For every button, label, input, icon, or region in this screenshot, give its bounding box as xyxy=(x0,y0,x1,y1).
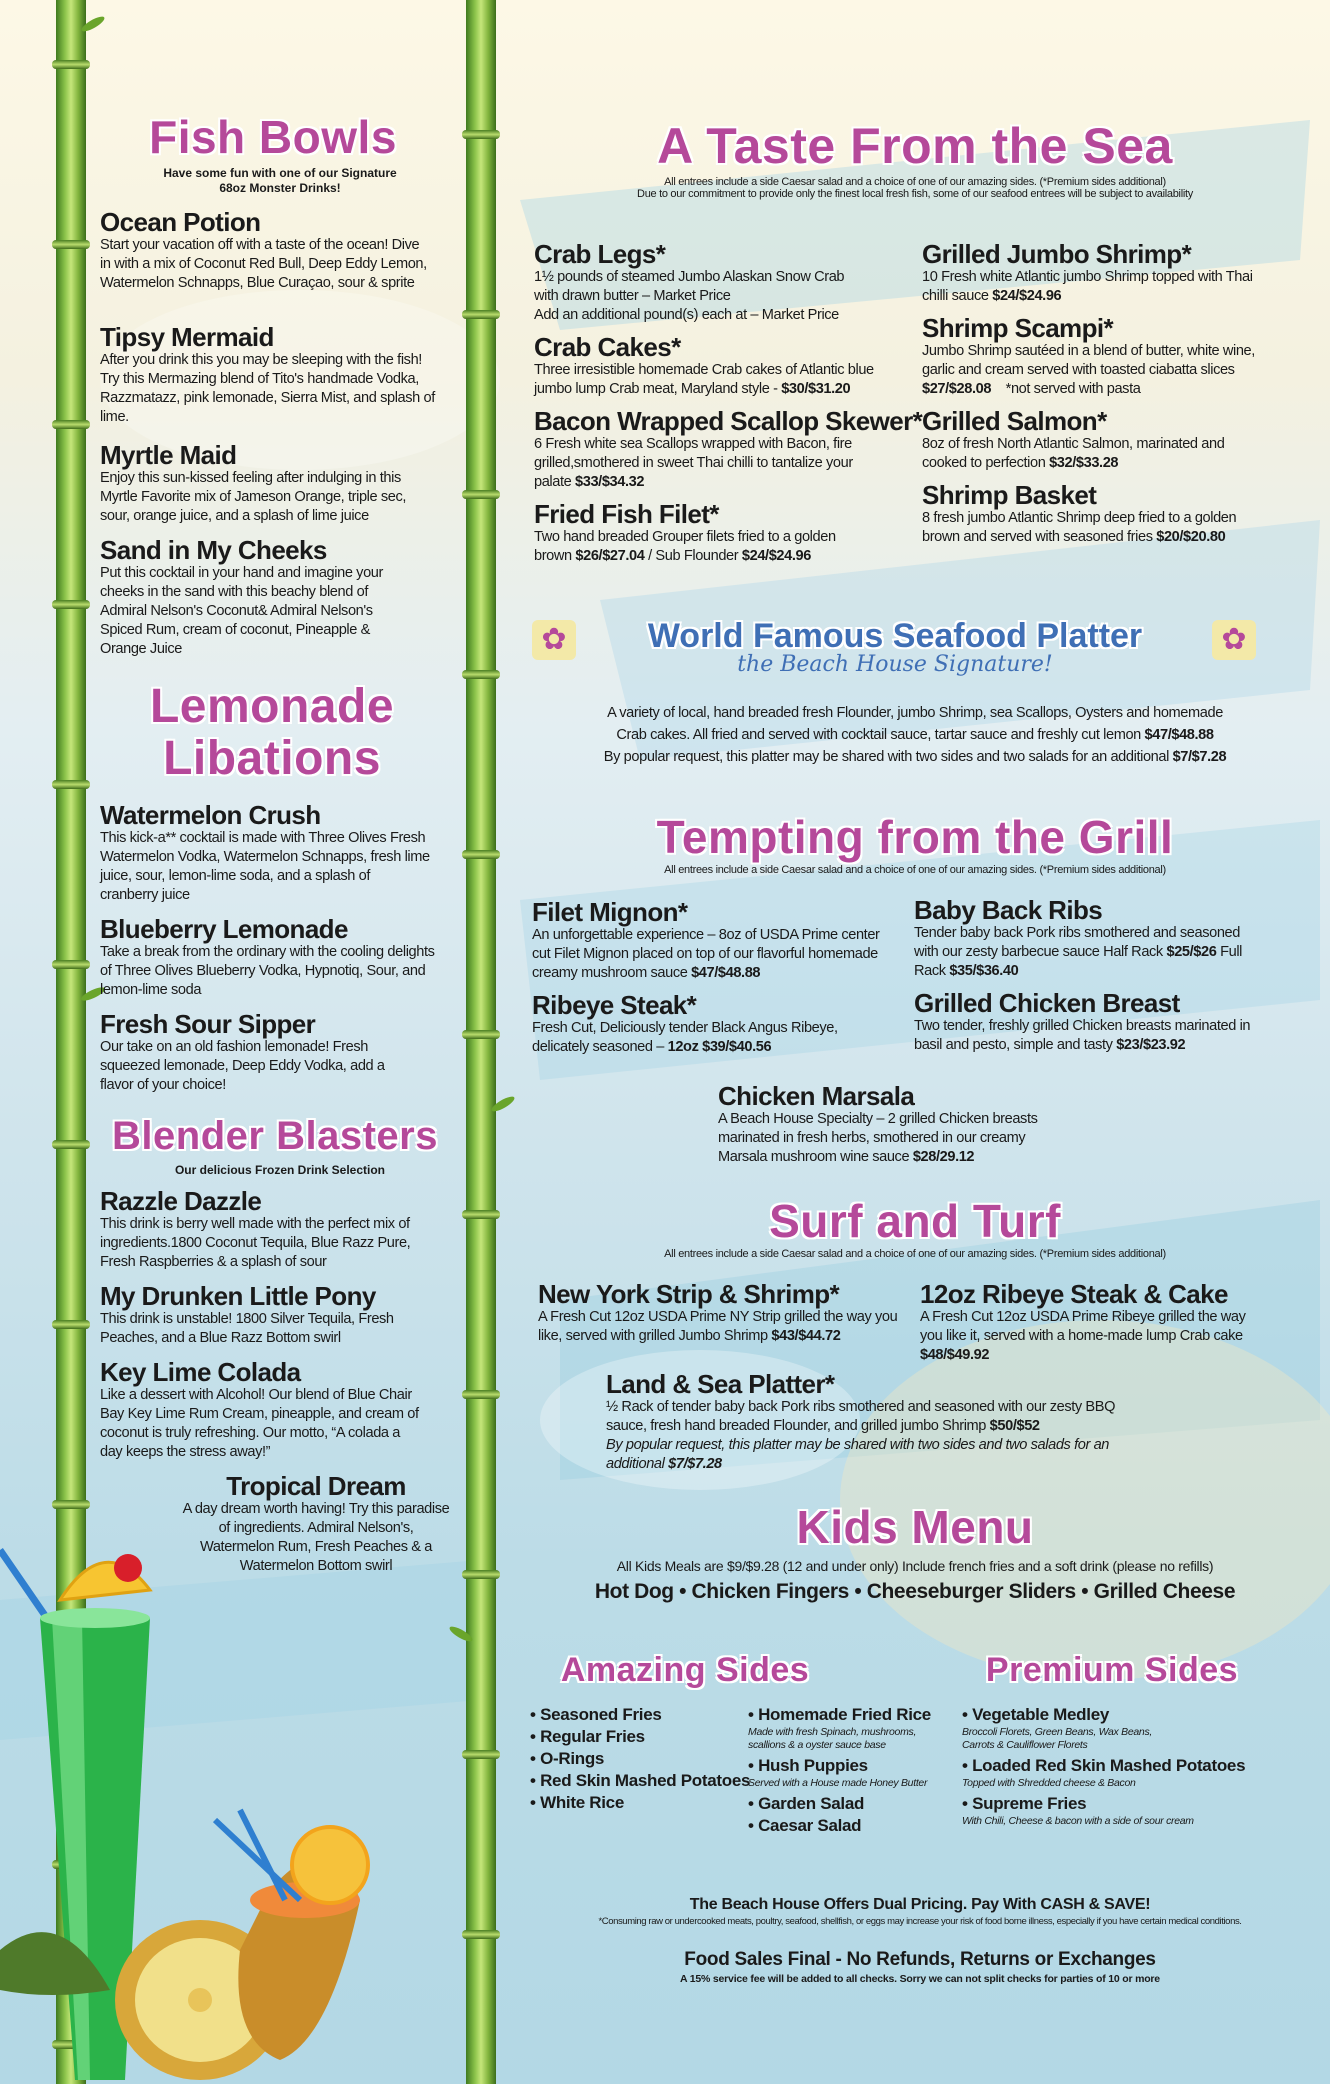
side-item: • Seasoned Fries xyxy=(530,1705,662,1724)
item-price: $33/$34.32 xyxy=(575,474,645,490)
blender-blasters-subtitle: Our delicious Frozen Drink Selection xyxy=(174,1163,386,1177)
item-desc xyxy=(922,435,1262,473)
item-desc: Our take on an old fashion lemonade! Fresh squeezed lemonade, Deep Eddy Vodka, add a flavor of your choice! xyxy=(100,1039,385,1093)
sea-heading: A Taste From the Sea xyxy=(657,118,1173,174)
item-desc-text: Two hand breaded Grouper filets fried to a golden brown xyxy=(534,529,836,564)
menu-item xyxy=(534,406,923,492)
side-item-name: • Vegetable Medley xyxy=(962,1705,1110,1724)
item-name: Myrtle Maid xyxy=(100,440,237,470)
item-name: Baby Back Ribs xyxy=(914,895,1103,925)
item-desc-text: 8 fresh jumbo Atlantic Shrimp deep fried to a golden brown and served with seasoned fries xyxy=(922,510,1237,545)
grill-heading: Tempting from the Grill xyxy=(656,811,1174,863)
grill-center-item xyxy=(718,1082,1058,1167)
side-item-name: • Supreme Fries xyxy=(962,1794,1087,1813)
side-item-name: • Loaded Red Skin Mashed Potatoes xyxy=(962,1756,1246,1775)
menu-item xyxy=(534,240,904,325)
menu-item xyxy=(914,989,1274,1055)
menu-item xyxy=(100,323,460,427)
menu-item xyxy=(100,1358,460,1462)
item-price: $25/$26 xyxy=(1166,944,1217,960)
surf-left-item xyxy=(538,1280,908,1346)
menu-item xyxy=(100,1282,460,1348)
premium-sides-heading: Premium Sides xyxy=(985,1651,1239,1689)
sales-final-note: Food Sales Final - No Refunds, Returns or Exchanges xyxy=(684,1949,1156,1970)
item-desc xyxy=(922,342,1262,399)
menu-item xyxy=(100,801,460,905)
item-desc-alt: Full Rack xyxy=(914,944,1243,979)
item-desc-text: Two tender, freshly grilled Chicken breasts marinated in basil and pesto, simple and tasty xyxy=(914,1018,1251,1053)
item-desc-text: A Fresh Cut 12oz USDA Prime Ribeye grilled the way you like it, served with a home-made lump Crab cake xyxy=(920,1309,1246,1344)
menu-item xyxy=(534,333,904,399)
item-price: $28/29.12 xyxy=(912,1149,975,1165)
side-item: • Caesar Salad xyxy=(748,1816,862,1835)
bamboo-stalk-right xyxy=(466,0,496,2084)
item-price-alt: $35/$36.40 xyxy=(949,963,1019,979)
side-item xyxy=(962,1755,1282,1790)
kids-items: Hot Dog • Chicken Fingers • Cheeseburger Sliders • Grilled Cheese xyxy=(594,1580,1236,1603)
menu-item xyxy=(532,898,892,983)
fish-bowls-subtitle: Have some fun with one of our Signature 68oz Monster Drinks! xyxy=(163,166,397,195)
item-name: Key Lime Colada xyxy=(100,1357,301,1387)
item-desc: Put this cocktail in your hand and imagine your cheeks in the sand with this beachy blend of Admiral Nelson's Coconut& Admiral Nelson's Spiced Rum, cream of coconut, Pineapple & Orange Juice xyxy=(100,565,383,657)
platter-line-2 xyxy=(530,724,1300,746)
amazing-sides-list-1 xyxy=(530,1704,751,1837)
menu-item xyxy=(100,1010,460,1095)
fish-bowls-heading: Fish Bowls xyxy=(149,111,397,163)
item-desc: Take a break from the ordinary with the cooling delights of Three Olives Blueberry Vodka, Hypnotiq, Sour, and lemon-lime soda xyxy=(100,944,435,998)
item-desc xyxy=(534,528,864,566)
item-name: Grilled Jumbo Shrimp* xyxy=(922,239,1192,269)
menu-item xyxy=(922,481,1262,547)
side-item xyxy=(962,1704,1282,1752)
item-name: Razzle Dazzle xyxy=(100,1186,262,1216)
item-desc xyxy=(922,509,1267,547)
item-price: $32/$33.28 xyxy=(1049,455,1119,471)
grill-note: All entrees include a side Caesar salad and a choice of one of our amazing sides. (*Premium sides additional) xyxy=(664,864,1166,876)
item-name: 12oz Ribeye Steak & Cake xyxy=(920,1279,1228,1309)
item-name: Ribeye Steak* xyxy=(532,990,697,1020)
side-item-note: Broccoli Florets, Green Beans, Wax Beans, Carrots & Cauliflower Florets xyxy=(962,1726,1153,1751)
item-desc-text: 10 Fresh white Atlantic jumbo Shrimp topped with Thai chilli sauce xyxy=(922,269,1253,304)
premium-sides xyxy=(962,1650,1282,1831)
item-price: $23/$23.92 xyxy=(1116,1037,1186,1053)
item-price: $47/$48.88 xyxy=(691,965,761,981)
side-item: • Garden Salad xyxy=(748,1794,865,1813)
item-share-note xyxy=(606,1436,1116,1474)
item-desc xyxy=(922,268,1262,306)
menu-item xyxy=(534,500,904,566)
menu-item xyxy=(914,896,1274,981)
menu-item xyxy=(532,991,892,1057)
item-desc-text: 6 Fresh white sea Scallops wrapped with Bacon, fire grilled,smothered in sweet Thai chilli to tantalize your palate xyxy=(534,436,853,490)
item-desc xyxy=(718,1110,1048,1167)
side-item-name: • Homemade Fried Rice xyxy=(748,1705,931,1724)
hibiscus-icon: ✿ xyxy=(1212,620,1256,660)
item-desc: Like a dessert with Alcohol! Our blend of Blue Chair Bay Key Lime Rum Cream, pineapple, and cream of coconut is truly refreshing. Our motto, “A colada a day keeps the stress away!” xyxy=(100,1387,419,1460)
item-desc-text: Three irresistible homemade Crab cakes of Atlantic blue jumbo lump Crab meat, Maryland style - xyxy=(534,362,874,397)
item-price: 12oz $39/$40.56 xyxy=(667,1039,772,1055)
surf-right-item xyxy=(920,1280,1260,1365)
item-desc xyxy=(538,1308,908,1346)
item-desc-alt: *not served with pasta xyxy=(991,381,1141,397)
item-name: Filet Mignon* xyxy=(532,897,688,927)
item-desc xyxy=(532,1019,862,1057)
item-desc xyxy=(920,1308,1250,1365)
item-desc-text: Tender baby back Pork ribs smothered and seasoned with our zesty barbecue sauce Half Rack xyxy=(914,925,1240,960)
menu-item xyxy=(100,536,460,659)
service-fee-note: A 15% service fee will be added to all checks. Sorry we can not split checks for parties of 10 or more xyxy=(680,1973,1160,1985)
seafood-platter-heading: World Famous Seafood Platter xyxy=(647,617,1143,655)
menu-item xyxy=(100,208,460,293)
sea-section xyxy=(530,118,1300,200)
sea-note-2: Due to our commitment to provide only the finest local fresh fish, some of our seafood entrees will be subject to availability xyxy=(637,188,1193,200)
item-desc-alt: / Sub Flounder xyxy=(644,548,742,564)
item-price: $48/$49.92 xyxy=(920,1347,990,1363)
item-name: Sand in My Cheeks xyxy=(100,535,327,565)
item-desc xyxy=(914,1017,1259,1055)
footer xyxy=(520,1896,1320,1985)
item-name: Shrimp Scampi* xyxy=(922,313,1113,343)
item-price: $24/$24.96 xyxy=(992,288,1062,304)
menu-item xyxy=(922,407,1262,473)
item-price: $26/$27.04 xyxy=(575,548,645,564)
kids-section xyxy=(530,1500,1300,1604)
item-price-alt: $24/$24.96 xyxy=(741,548,811,564)
bamboo-stalk-left xyxy=(56,0,86,2084)
item-desc xyxy=(534,268,864,325)
side-item-name: • Hush Puppies xyxy=(748,1756,868,1775)
menu-item xyxy=(922,314,1262,399)
side-item: • Red Skin Mashed Potatoes xyxy=(530,1771,751,1790)
item-desc: Start your vacation off with a taste of the ocean! Dive in with a mix of Coconut Red Bull, Deep Eddy Lemon, Watermelon Schnapps, Blue Curaçao, sour & sprite xyxy=(100,237,427,291)
item-share-price: $7/$7.28 xyxy=(668,1456,722,1472)
item-desc: Enjoy this sun-kissed feeling after indulging in this Myrtle Favorite mix of Jameson Orange, triple sec, sour, orange juice, and a splash of lime juice xyxy=(100,470,407,524)
item-name: Grilled Chicken Breast xyxy=(914,988,1180,1018)
kids-note: All Kids Meals are $9/$9.28 (12 and under only) Include french fries and a soft drink (please no refills) xyxy=(616,1558,1214,1574)
side-item xyxy=(748,1704,948,1752)
platter-line-2-text: Crab cakes. All fried and served with cocktail sauce, tartar sauce and freshly cut lemon xyxy=(616,727,1145,743)
item-desc xyxy=(534,435,884,492)
side-item: • O-Rings xyxy=(530,1749,605,1768)
item-name: Crab Cakes* xyxy=(534,332,681,362)
item-share-text: By popular request, this platter may be shared with two sides and two salads for an additional xyxy=(606,1437,1109,1472)
lemonade-heading-1: Lemonade xyxy=(149,680,395,733)
surf-center-item xyxy=(606,1370,1126,1474)
item-price: $27/$28.08 xyxy=(922,381,992,397)
item-name: New York Strip & Shrimp* xyxy=(538,1279,840,1309)
item-desc xyxy=(534,361,914,399)
side-item-note: Made with fresh Spinach, mushrooms, scallions & a oyster sauce base xyxy=(748,1726,917,1751)
item-desc: This drink is unstable! 1800 Silver Tequila, Fresh Peaches, and a Blue Razz Bottom swirl xyxy=(100,1311,394,1346)
item-name: Fresh Sour Sipper xyxy=(100,1009,316,1039)
amazing-sides-heading: Amazing Sides xyxy=(560,1651,810,1689)
item-price: $43/$44.72 xyxy=(771,1328,841,1344)
menu-item xyxy=(100,1472,460,1576)
menu-item xyxy=(922,240,1262,306)
item-name: Watermelon Crush xyxy=(100,800,321,830)
surf-note: All entrees include a side Caesar salad and a choice of one of our amazing sides. (*Premium sides additional) xyxy=(664,1248,1166,1260)
item-desc-text: A Fresh Cut 12oz USDA Prime NY Strip grilled the way you like, served with grilled Jumbo Shrimp xyxy=(538,1309,898,1344)
grill-section xyxy=(530,810,1300,876)
hibiscus-icon: ✿ xyxy=(532,620,576,660)
sea-right-items xyxy=(922,240,1262,557)
grill-left-items xyxy=(532,898,892,1067)
side-item-note: Topped with Shredded cheese & Bacon xyxy=(962,1777,1136,1789)
item-desc xyxy=(532,926,882,983)
seafood-platter-desc xyxy=(530,702,1300,768)
item-name: Tropical Dream xyxy=(226,1471,406,1501)
item-name: Grilled Salmon* xyxy=(922,406,1107,436)
item-name: Blueberry Lemonade xyxy=(100,914,348,944)
surf-section xyxy=(530,1194,1300,1260)
amazing-sides-list-2 xyxy=(748,1704,948,1837)
item-desc-extra: Add an additional pound(s) each at – Market Price xyxy=(534,307,839,323)
item-desc xyxy=(606,1398,1116,1436)
menu-item xyxy=(100,1187,460,1272)
side-item-note: Served with a House made Honey Butter xyxy=(748,1777,928,1789)
lemonade-heading-2: Libations xyxy=(163,732,381,785)
item-name: My Drunken Little Pony xyxy=(100,1281,376,1311)
item-desc: This drink is berry well made with the perfect mix of ingredients.1800 Coconut Tequila, Blue Razz Pure, Fresh Raspberries & a splash of sour xyxy=(100,1216,411,1270)
item-price: $50/$52 xyxy=(989,1418,1040,1434)
item-desc: After you drink this you may be sleeping with the fish! Try this Mermazing blend of Tito's handmade Vodka, Razzmatazz, pink lemonade, Sierra Mist, and splash of lime. xyxy=(100,352,435,425)
premium-sides-list xyxy=(962,1704,1282,1828)
grill-right-items xyxy=(914,896,1274,1065)
item-name: Ocean Potion xyxy=(100,207,261,237)
menu-item xyxy=(100,441,460,526)
dual-pricing-note: The Beach House Offers Dual Pricing. Pay With CASH & SAVE! xyxy=(689,1896,1151,1913)
item-name: Chicken Marsala xyxy=(718,1081,915,1111)
item-price: $20/$20.80 xyxy=(1156,529,1226,545)
blender-blasters-heading: Blender Blasters xyxy=(112,1114,438,1158)
side-item xyxy=(748,1755,948,1790)
platter-line-1: A variety of local, hand breaded fresh Flounder, jumbo Shrimp, sea Scallops, Oysters and homemade xyxy=(607,705,1223,721)
item-name: Crab Legs* xyxy=(534,239,666,269)
item-desc: A day dream worth having! Try this paradise of ingredients. Admiral Nelson's, Watermelon Rum, Fresh Peaches & a Watermelon Bottom swirl xyxy=(182,1501,450,1574)
item-name: Land & Sea Platter* xyxy=(606,1369,835,1399)
item-name: Fried Fish Filet* xyxy=(534,499,719,529)
item-desc-text: An unforgettable experience – 8oz of USDA Prime center cut Filet Mignon placed on top of our flavorful homemade creamy mushroom sauce xyxy=(532,927,880,981)
amazing-sides xyxy=(530,1650,950,1837)
item-desc-text: Fresh Cut, Deliciously tender Black Angus Ribeye, delicately seasoned – xyxy=(532,1020,838,1055)
item-name: Bacon Wrapped Scallop Skewer* xyxy=(534,406,923,436)
surf-heading: Surf and Turf xyxy=(769,1195,1061,1247)
health-warning: *Consuming raw or undercooked meats, poultry, seafood, shellfish, or eggs may increase your risk of food borne illness, especially if you have certain medical conditions. xyxy=(598,1916,1242,1927)
item-desc-text: 8oz of fresh North Atlantic Salmon, marinated and cooked to perfection xyxy=(922,436,1225,471)
item-name: Tipsy Mermaid xyxy=(100,322,274,352)
sea-left-items xyxy=(534,239,923,576)
platter-price: $47/$48.88 xyxy=(1144,727,1214,743)
platter-line-3 xyxy=(530,746,1300,768)
kids-heading: Kids Menu xyxy=(796,1501,1034,1553)
menu-item xyxy=(100,915,460,1000)
side-item xyxy=(962,1793,1282,1828)
item-desc xyxy=(914,924,1259,981)
item-desc-text: A Beach House Specialty – 2 grilled Chicken breasts marinated in fresh herbs, smothered in our creamy Marsala mushroom wine sauce xyxy=(718,1111,1038,1165)
item-desc-text: Jumbo Shrimp sautéed in a blend of butter, white wine, garlic and cream served with toasted ciabatta slices xyxy=(922,343,1255,378)
left-column xyxy=(100,112,460,1586)
seafood-platter-script: the Beach House Signature! xyxy=(737,652,1053,677)
sea-note-1: All entrees include a side Caesar salad and a choice of one of our amazing sides. (*Premium sides additional) xyxy=(664,176,1166,188)
side-item: • White Rice xyxy=(530,1793,624,1812)
item-name: Shrimp Basket xyxy=(922,480,1097,510)
seafood-platter-section xyxy=(580,616,1210,677)
side-item-note: With Chili, Cheese & bacon with a side of sour cream xyxy=(962,1815,1194,1827)
platter-share-price: $7/$7.28 xyxy=(1172,749,1227,765)
item-desc-text: 1½ pounds of steamed Jumbo Alaskan Snow Crab with drawn butter – Market Price xyxy=(534,269,845,304)
side-item: • Regular Fries xyxy=(530,1727,645,1746)
item-desc: This kick-a** cocktail is made with Three Olives Fresh Watermelon Vodka, Watermelon Schnapps, fresh lime juice, sour, lemon-lime soda, and a splash of cranberry juice xyxy=(100,830,430,903)
item-price: $30/$31.20 xyxy=(781,381,851,397)
item-desc-text: ½ Rack of tender baby back Pork ribs smothered and seasoned with our zesty BBQ sauce, fresh hand breaded Flounder, and grilled jumbo Shrimp xyxy=(606,1399,1116,1434)
platter-line-3-text: By popular request, this platter may be shared with two sides and two salads for an additional xyxy=(603,749,1173,765)
